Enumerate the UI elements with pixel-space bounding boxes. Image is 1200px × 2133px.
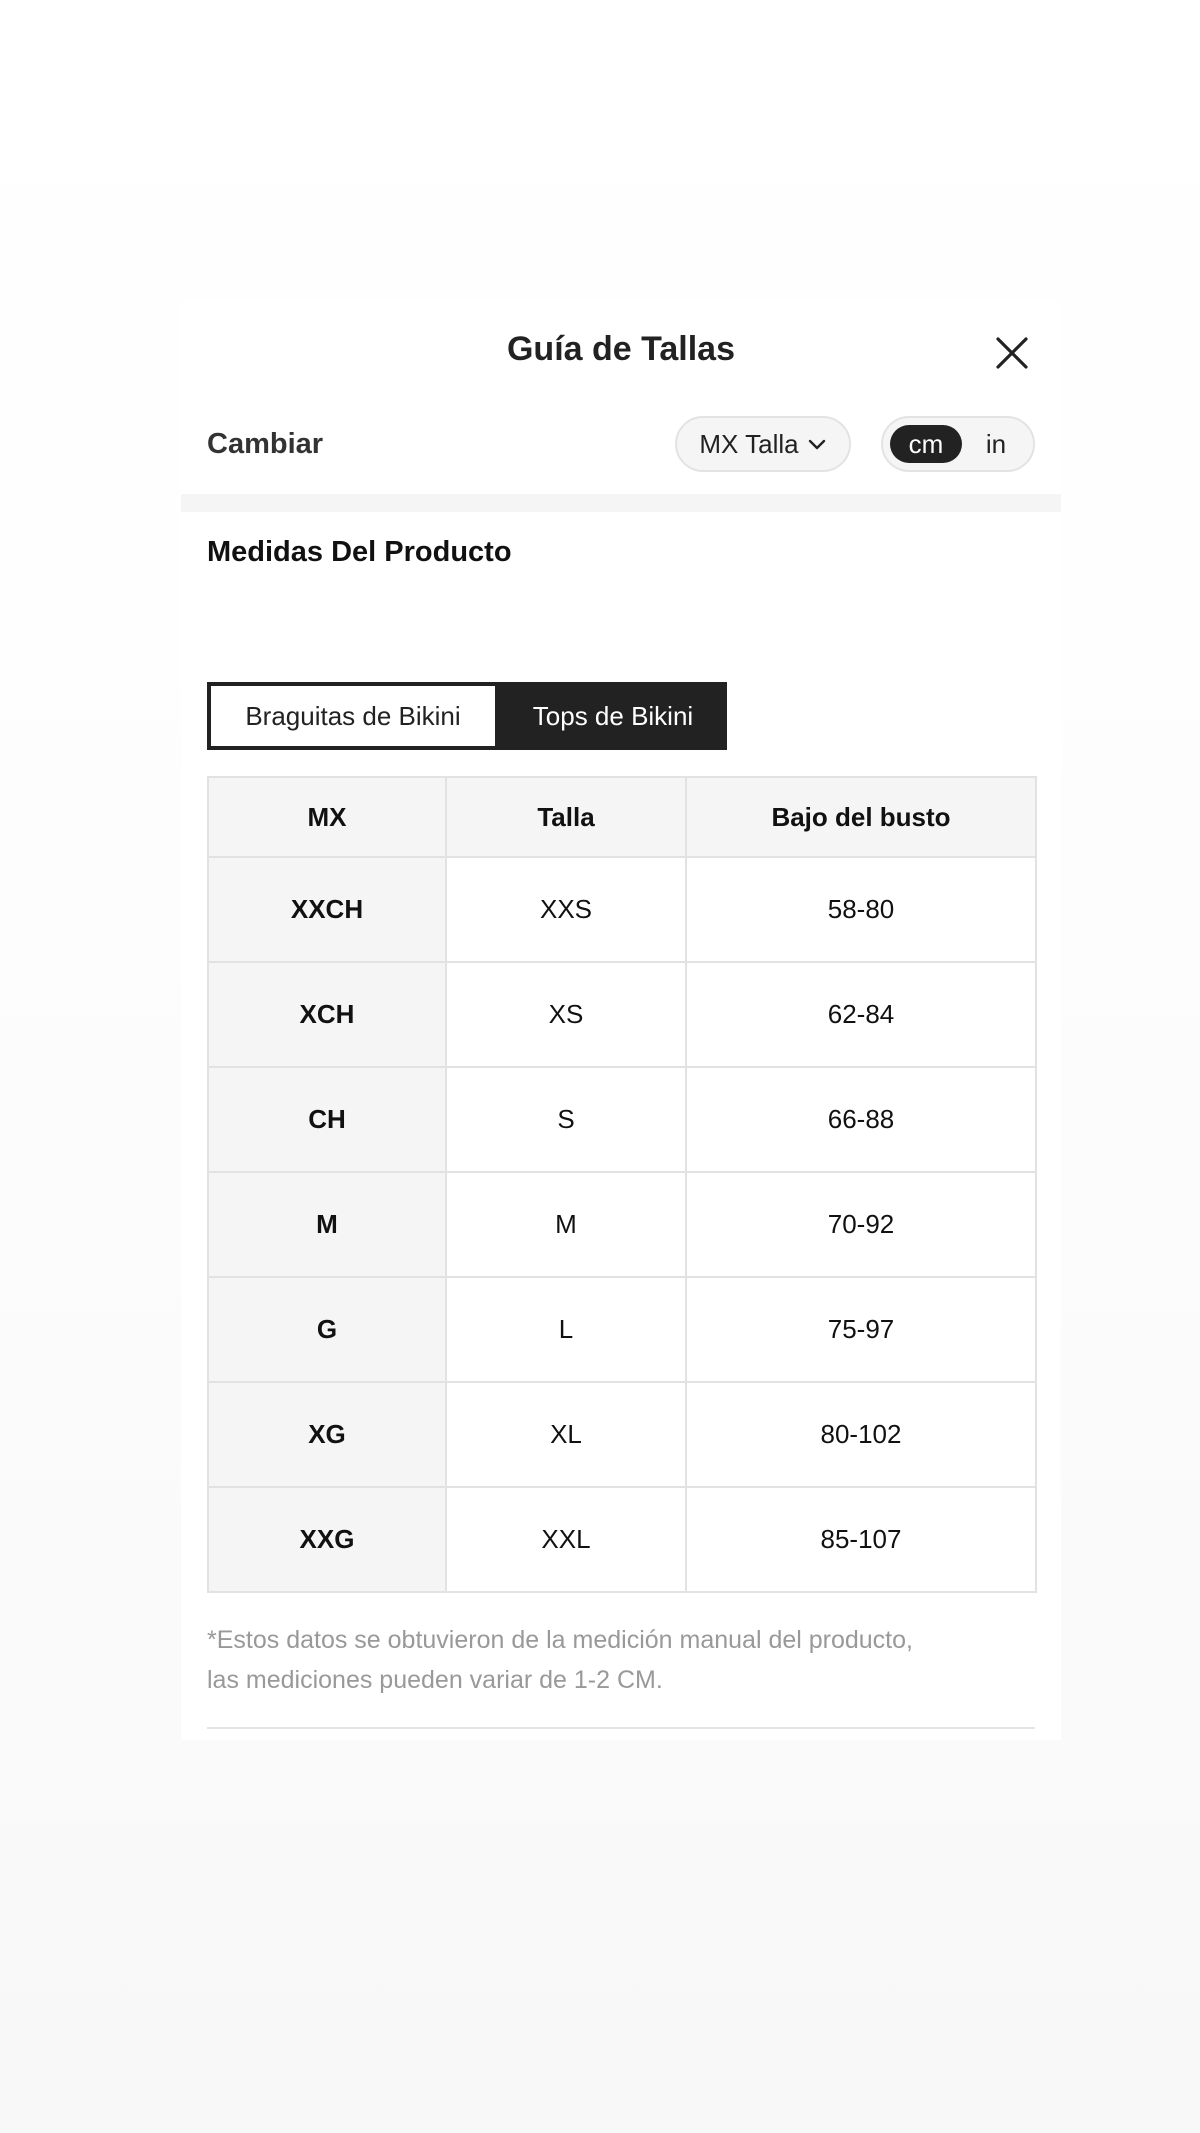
- cell-mx: XXG: [208, 1487, 446, 1592]
- table-row: [208, 857, 1036, 962]
- size-guide-header: [181, 300, 1061, 400]
- unit-option-in[interactable]: in: [985, 429, 1007, 459]
- measurement-note-line-1: *Estos datos se obtuvieron de la medición manual del producto,: [207, 1626, 913, 1654]
- cell-bajo-del-busto: 80-102: [686, 1382, 1036, 1487]
- cell-talla: XXS: [446, 857, 686, 962]
- cell-bajo-del-busto: 85-107: [686, 1487, 1036, 1592]
- cell-talla: L: [446, 1277, 686, 1382]
- close-button[interactable]: [995, 336, 1029, 370]
- table-row: [208, 1382, 1036, 1487]
- size-table: [207, 776, 1037, 1593]
- cell-mx: CH: [208, 1067, 446, 1172]
- section-title: Medidas Del Producto: [207, 536, 512, 568]
- size-system-select[interactable]: [675, 416, 851, 472]
- cell-bajo-del-busto: 75-97: [686, 1277, 1036, 1382]
- measurement-note-line-2: las mediciones pueden variar de 1-2 CM.: [207, 1666, 663, 1694]
- cell-bajo-del-busto: 58-80: [686, 857, 1036, 962]
- column-header-bajo-del-busto: Bajo del busto: [686, 777, 1036, 857]
- cell-bajo-del-busto: 70-92: [686, 1172, 1036, 1277]
- cell-talla: XL: [446, 1382, 686, 1487]
- unit-option-cm[interactable]: cm: [890, 425, 962, 463]
- cell-bajo-del-busto: 66-88: [686, 1067, 1036, 1172]
- cell-mx: XCH: [208, 962, 446, 1067]
- close-icon: [995, 336, 1029, 370]
- cell-talla: XXL: [446, 1487, 686, 1592]
- chevron-down-icon: [807, 437, 827, 451]
- unit-toggle: [881, 416, 1035, 472]
- cell-mx: XXCH: [208, 857, 446, 962]
- measurement-note: [207, 1620, 1035, 1700]
- cell-talla: XS: [446, 962, 686, 1067]
- cell-mx: G: [208, 1277, 446, 1382]
- cell-talla: S: [446, 1067, 686, 1172]
- page-title: Guía de Tallas: [506, 330, 735, 368]
- section-divider: [181, 494, 1061, 512]
- switch-row: [181, 412, 1061, 476]
- table-row: [208, 1487, 1036, 1592]
- table-row: [208, 1277, 1036, 1382]
- cell-bajo-del-busto: 62-84: [686, 962, 1036, 1067]
- column-header-mx: MX: [208, 777, 446, 857]
- bottom-divider: [207, 1727, 1035, 1729]
- size-system-value: MX Talla: [699, 428, 799, 459]
- cell-mx: M: [208, 1172, 446, 1277]
- table-row: [208, 1067, 1036, 1172]
- cell-talla: M: [446, 1172, 686, 1277]
- table-row: [208, 1172, 1036, 1277]
- table-row: [208, 962, 1036, 1067]
- size-guide-sheet: [181, 300, 1061, 1740]
- tab-bikini-bottoms[interactable]: Braguitas de Bikini: [211, 686, 495, 746]
- product-tabs: [207, 682, 727, 750]
- switch-label: Cambiar: [207, 428, 324, 460]
- table-header-row: [208, 777, 1036, 857]
- column-header-talla: Talla: [446, 777, 686, 857]
- cell-mx: XG: [208, 1382, 446, 1487]
- tab-bikini-tops[interactable]: Tops de Bikini: [532, 701, 694, 731]
